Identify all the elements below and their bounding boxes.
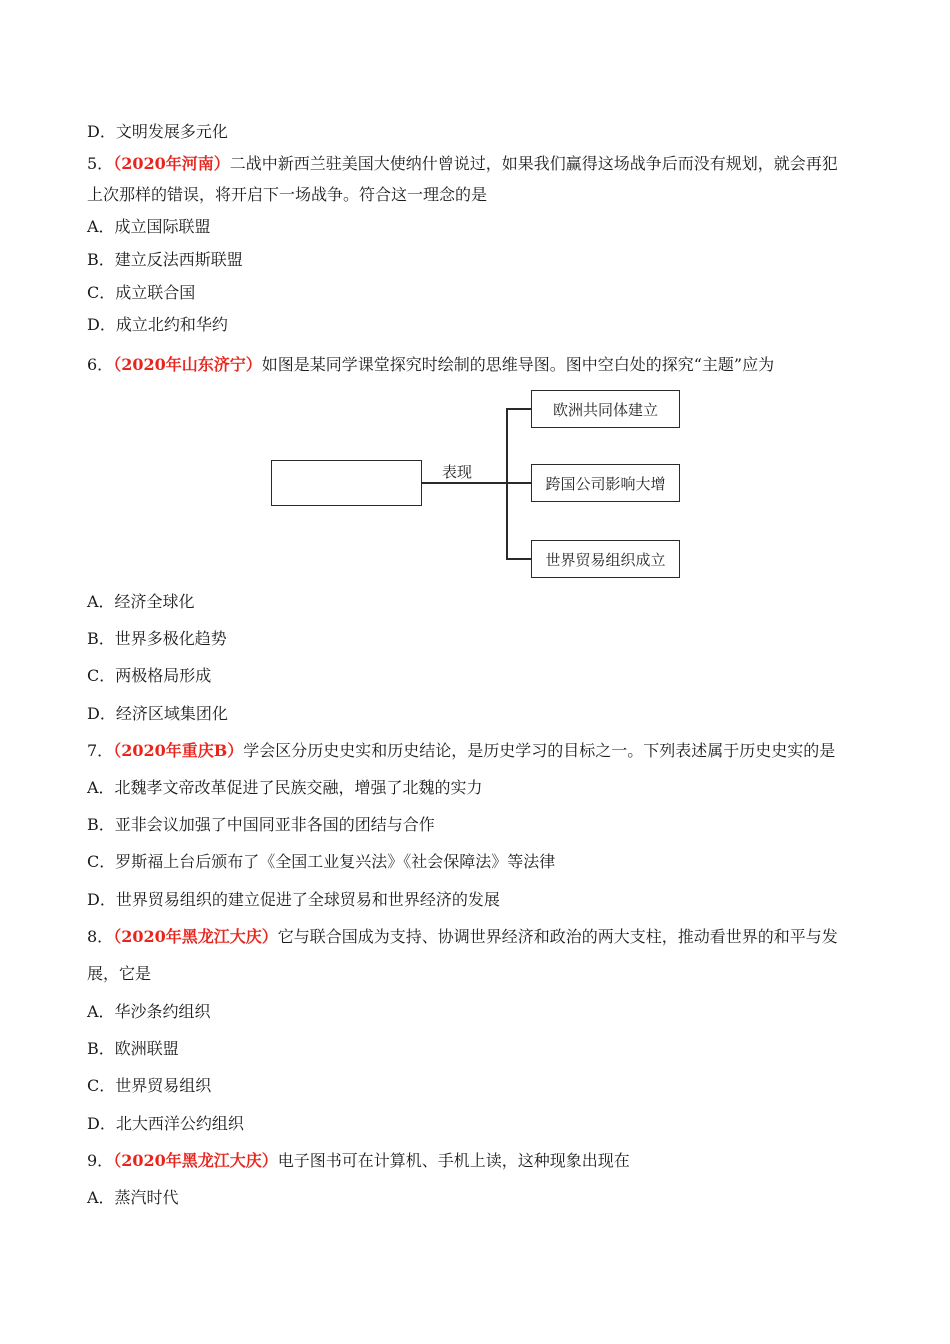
q6-option-c: C．两极格局形成 (87, 666, 212, 685)
q5-option-a: A．成立国际联盟 (87, 217, 211, 236)
branch-box-2: 跨国公司影响大增 (531, 464, 680, 502)
question-text: 学会区分历史史实和历史结论，是历史学习的目标之一。下列表述属于历史史实的是 (243, 741, 836, 760)
q7-option-d: D．世界贸易组织的建立促进了全球贸易和世界经济的发展 (87, 890, 500, 909)
q9-option-a: A．蒸汽时代 (87, 1188, 179, 1207)
branch-line-3 (506, 558, 532, 560)
connector-label: 表现 (442, 463, 473, 481)
q7-option-a: A．北魏孝文帝改革促进了民族交融，增强了北魏的实力 (87, 778, 483, 797)
question-number: 9． (87, 1151, 114, 1170)
q6-option-b: B．世界多极化趋势 (87, 629, 227, 648)
question-7-stem (87, 741, 835, 761)
q5-option-c: C．成立联合国 (87, 283, 196, 302)
question-8-stem-line2: 展，它是 (87, 964, 152, 983)
question-source: （2020年山东济宁） (113, 355, 262, 374)
question-5-stem-line2: 上次那样的错误，将开启下一场战争。符合这一理念的是 (87, 185, 488, 204)
q8-option-d: D．北大西洋公约组织 (87, 1114, 244, 1133)
q4-option-d: D．文明发展多元化 (87, 122, 228, 141)
q8-option-c: C．世界贸易组织 (87, 1076, 212, 1095)
q7-option-b: B．亚非会议加强了中国同亚非各国的团结与合作 (87, 815, 435, 834)
branch-vertical-line (506, 408, 508, 559)
question-source: （2020年河南） (113, 154, 230, 173)
question-text: 二战中新西兰驻美国大使纳什曾说过，如果我们赢得这场战争后而没有规划，就会再犯 (229, 154, 838, 173)
question-text: 它与联合国成为支持、协调世界经济和政治的两大支柱，推动看世界的和平与发 (277, 927, 838, 946)
question-number: 6． (87, 355, 114, 374)
branch-box-1: 欧洲共同体建立 (531, 390, 680, 428)
q6-option-a: A．经济全球化 (87, 592, 195, 611)
question-number: 5． (87, 154, 114, 173)
q5-option-b: B．建立反法西斯联盟 (87, 250, 243, 269)
question-5-stem (87, 154, 867, 174)
q8-option-a: A．华沙条约组织 (87, 1002, 211, 1021)
q7-option-c: C．罗斯福上台后颁布了《全国工业复兴法》《社会保障法》等法律 (87, 852, 556, 871)
connector-line (422, 482, 507, 484)
question-number: 7． (87, 741, 114, 760)
branch-line-1 (506, 408, 532, 410)
question-8-stem (87, 927, 867, 947)
question-source: （2020年黑龙江大庆） (113, 927, 278, 946)
branch-box-3: 世界贸易组织成立 (531, 540, 680, 578)
blank-theme-box (271, 460, 422, 506)
question-number: 8． (87, 927, 114, 946)
branch-line-2 (506, 482, 532, 484)
question-text: 如图是某同学课堂探究时绘制的思维导图。图中空白处的探究“主题”应为 (261, 355, 775, 374)
q8-option-b: B．欧洲联盟 (87, 1039, 179, 1058)
q6-option-d: D．经济区域集团化 (87, 704, 228, 723)
question-9-stem (87, 1151, 630, 1171)
question-source: （2020年黑龙江大庆） (113, 1151, 278, 1170)
question-text: 电子图书可在计算机、手机上读，这种现象出现在 (277, 1151, 630, 1170)
q5-option-d: D．成立北约和华约 (87, 315, 228, 334)
question-source: （2020年重庆B） (113, 741, 244, 760)
question-6-stem (87, 355, 774, 375)
